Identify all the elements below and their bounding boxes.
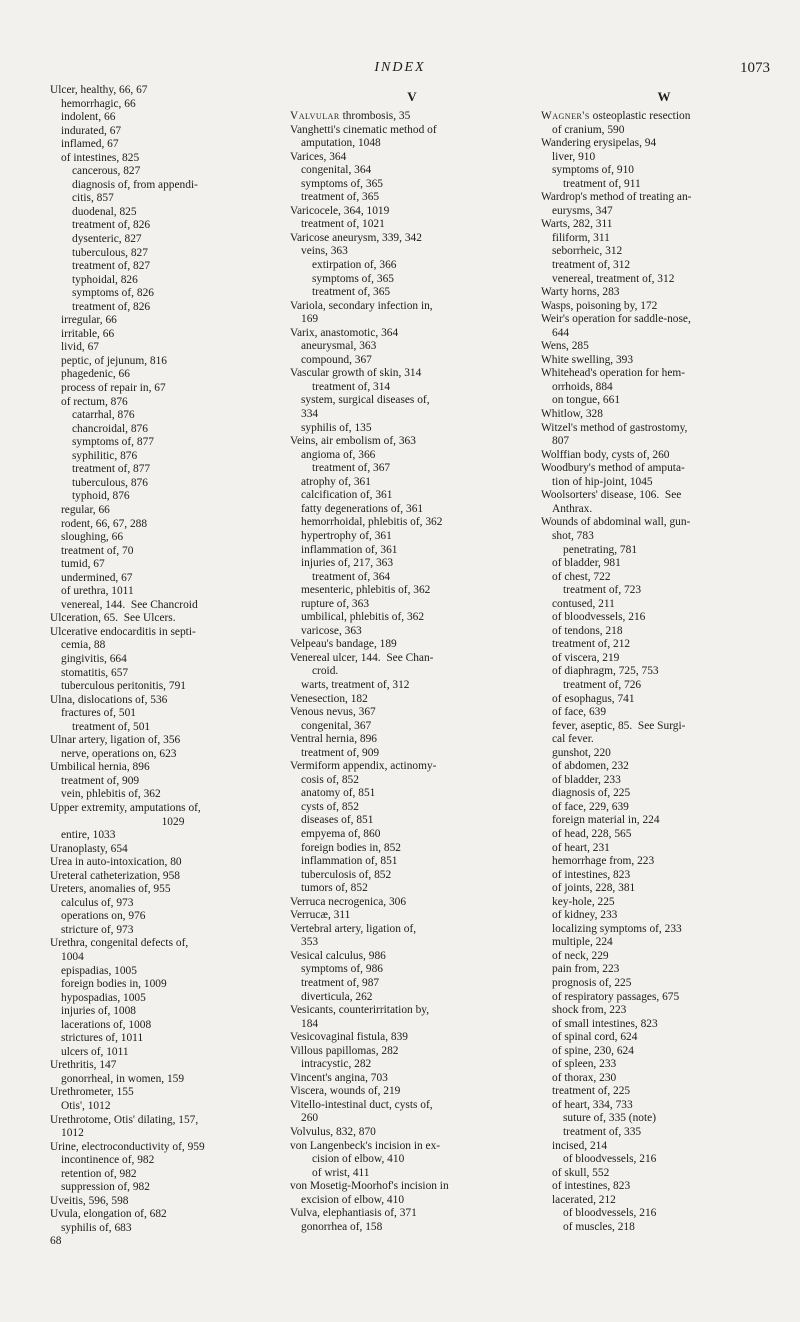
index-subentry: of rectum, 876 [61, 395, 128, 408]
index-subentry: of neck, 229 [552, 949, 609, 962]
index-subentry: gingivitis, 664 [61, 652, 127, 665]
index-subentry: 1029 [161, 815, 185, 828]
index-entry: Veins, air embolism of, 363 [290, 435, 416, 448]
index-subentry: inflammation of, 851 [301, 855, 398, 868]
index-subentry: treatment of, 212 [552, 638, 631, 651]
index-subentry: aneurysmal, 363 [301, 340, 377, 353]
index-subentry: foreign bodies in, 852 [301, 841, 401, 854]
index-entry: Volvulus, 832, 870 [290, 1126, 376, 1139]
index-subentry: inflammation of, 361 [301, 543, 398, 556]
index-entry: Ulcer, healthy, 66, 67 [50, 84, 148, 96]
index-subentry: angioma of, 366 [301, 448, 376, 461]
section-letter: W [657, 89, 671, 104]
index-subentry: shock from, 223 [552, 1004, 627, 1017]
index-subentry: lacerated, 212 [552, 1193, 616, 1206]
index-subentry: diverticula, 262 [301, 990, 373, 1003]
index-entry: Ureters, anomalies of, 955 [50, 883, 171, 896]
index-subentry: treatment of, 987 [301, 977, 380, 989]
index-entry: Uveitis, 596, 598 [50, 1194, 129, 1207]
index-entry: Vermiform appendix, actinomy- [290, 760, 437, 773]
index-subentry: of esophagus, 741 [552, 692, 635, 705]
index-subentry: Anthrax. [552, 502, 593, 515]
index-subentry: of thorax, 230 [552, 1071, 617, 1084]
index-subentry: contused, 211 [552, 597, 615, 610]
index-entry: Vesicovaginal fistula, 839 [290, 1031, 408, 1044]
index-subentry: of viscera, 219 [552, 651, 620, 664]
index-subentry: croid. [312, 665, 339, 678]
index-entry: Upper extremity, amputations of, [50, 801, 201, 814]
index-subentry: of bloodvessels, 216 [563, 1207, 657, 1220]
index-entry: Urine, electroconductivity of, 959 [50, 1140, 205, 1153]
index-entry: Ulceration, 65. See Ulcers. [50, 612, 176, 625]
index-entry: Whitlow, 328 [541, 408, 603, 421]
index-subentry: of kidney, 233 [552, 909, 618, 922]
index-entry: Warty horns, 283 [541, 286, 620, 299]
index-subentry: hemorrhagic, 66 [61, 97, 136, 110]
index-entry: Vulva, elephantiasis of, 371 [290, 1207, 417, 1220]
index-subentry: rodent, 66, 67, 288 [61, 517, 148, 530]
index-subentry: sloughing, 66 [61, 531, 124, 544]
index-subentry: tuberculous, 827 [72, 246, 148, 259]
index-subentry: treatment of, 367 [312, 462, 391, 475]
index-subentry: congenital, 367 [301, 719, 372, 732]
index-subentry: suture of, 335 (note) [563, 1112, 656, 1125]
index-subentry: prognosis of, 225 [552, 977, 632, 989]
index-subentry: typhoidal, 826 [72, 273, 138, 286]
index-subentry: treatment of, 726 [563, 678, 642, 691]
index-subentry: on tongue, 661 [552, 394, 621, 407]
index-entry: Venous nevus, 367 [290, 706, 376, 719]
index-subentry: key-hole, 225 [552, 895, 615, 908]
index-entry: Vertebral artery, ligation of, [290, 922, 417, 935]
index-subentry: hemorrhoidal, phlebitis of, 362 [301, 516, 443, 529]
index-subentry: gonorrheal, in women, 159 [61, 1072, 185, 1085]
index-subentry: treatment of, 911 [563, 177, 641, 190]
index-subentry: of respiratory passages, 675 [552, 990, 680, 1003]
index-subentry: of intestines, 823 [552, 868, 631, 881]
index-subentry: of face, 639 [552, 706, 607, 719]
index-subentry: of wrist, 411 [312, 1166, 370, 1179]
index-subentry: treatment of, 909 [61, 774, 140, 787]
index-subentry: treatment of, 877 [72, 463, 151, 476]
index-entry: Warts, 282, 311 [541, 218, 613, 231]
index-subentry: localizing symptoms of, 233 [552, 922, 682, 935]
index-subentry: livid, 67 [61, 341, 99, 354]
index-subentry: 184 [301, 1017, 319, 1030]
index-subentry: cal fever. [552, 733, 594, 746]
index-subentry: treatment of, 909 [301, 746, 380, 759]
index-subentry: injuries of, 217, 363 [301, 557, 394, 570]
index-subentry: of cranium, 590 [552, 123, 625, 136]
index-entry: Urethritis, 147 [50, 1059, 117, 1072]
index-subentry: filiform, 311 [552, 231, 610, 244]
index-subentry: foreign bodies in, 1009 [61, 978, 167, 991]
index-entry: Varix, anastomotic, 364 [290, 326, 399, 339]
index-subentry: ulcers of, 1011 [61, 1045, 129, 1058]
index-subentry: veins, 363 [301, 245, 348, 258]
index-subentry: pain from, 223 [552, 963, 620, 976]
index-subentry: vein, phlebitis of, 362 [61, 788, 161, 801]
index-subentry: strictures of, 1011 [61, 1032, 144, 1045]
index-entry: Witzel's method of gastrostomy, [541, 421, 688, 434]
index-subentry: treatment of, 501 [72, 720, 151, 733]
index-subentry: 1012 [61, 1127, 84, 1140]
page-header [0, 0, 800, 80]
index-subentry: of diaphragm, 725, 753 [552, 665, 659, 678]
index-subentry: treatment of, 365 [301, 191, 380, 204]
index-subentry: hypertrophy of, 361 [301, 529, 392, 542]
index-subentry: 169 [301, 313, 319, 326]
index-subentry: penetrating, 781 [563, 543, 638, 556]
index-subentry: incontinence of, 982 [61, 1154, 155, 1167]
index-subentry: tuberculous peritonitis, 791 [61, 680, 186, 693]
index-entry: Uvula, elongation of, 682 [50, 1208, 167, 1221]
index-entry: Varicocele, 364, 1019 [290, 204, 390, 217]
index-subentry: of joints, 228, 381 [552, 882, 636, 895]
index-subentry: cemia, 88 [61, 639, 106, 652]
index-entry: Weir's operation for saddle-nose, [541, 313, 691, 326]
index-subentry: retention of, 982 [61, 1167, 137, 1180]
index-subentry: 353 [301, 936, 319, 949]
index-entry: Vitello-intestinal duct, cysts of, [290, 1098, 433, 1111]
index-subentry: fever, aseptic, 85. See Surgi- [552, 719, 686, 732]
index-subentry: of tendons, 218 [552, 624, 623, 637]
index-subentry: hypospadias, 1005 [61, 991, 146, 1004]
index-entry: Whitehead's operation for hem- [541, 367, 686, 380]
index-subentry: seborrheic, 312 [552, 245, 623, 258]
index-subentry: lacerations of, 1008 [61, 1018, 152, 1031]
index-subentry: of spine, 230, 624 [552, 1044, 634, 1057]
index-subentry: of chest, 722 [552, 570, 611, 583]
index-entry: Ulnar artery, ligation of, 356 [50, 734, 181, 747]
index-subentry: tuberculous, 876 [72, 476, 148, 489]
index-entry: Vincent's angina, 703 [290, 1071, 388, 1084]
index-subentry: varicose, 363 [301, 624, 362, 637]
index-entry: Ureteral catheterization, 958 [50, 869, 180, 882]
index-entry: Uranoplasty, 654 [50, 842, 128, 855]
index-subentry: orrhoids, 884 [552, 380, 613, 393]
index-subentry: cision of elbow, 410 [312, 1153, 405, 1166]
index-subentry: undermined, 67 [61, 571, 133, 584]
index-subentry: amputation, 1048 [301, 137, 381, 150]
index-subentry: treatment of, 826 [72, 219, 151, 232]
index-entry: Ulna, dislocations of, 536 [50, 693, 168, 706]
index-subentry: typhoid, 876 [72, 490, 130, 503]
index-subentry: of spleen, 233 [552, 1058, 617, 1071]
index-entry: Vascular growth of skin, 314 [290, 367, 422, 380]
index-subentry: treatment of, 827 [72, 260, 151, 273]
index-subentry: 260 [301, 1112, 319, 1125]
index-subentry: indolent, 66 [61, 111, 116, 124]
index-entry: Wounds of abdominal wall, gun- [541, 516, 691, 529]
index-subentry: stomatitis, 657 [61, 666, 129, 679]
index-subentry: system, surgical diseases of, [301, 394, 430, 407]
index-entry: Woodbury's method of amputa- [541, 462, 685, 475]
index-subentry: suppression of, 982 [61, 1181, 150, 1194]
index-subentry: compound, 367 [301, 353, 372, 366]
index-subentry: irregular, 66 [61, 314, 117, 327]
index-entry: Vesicants, counterirritation by, [290, 1004, 430, 1017]
index-subentry: of spinal cord, 624 [552, 1031, 638, 1044]
index-subentry: rupture of, 363 [301, 597, 370, 610]
section-letter: V [407, 89, 417, 104]
index-subentry: of face, 229, 639 [552, 800, 629, 813]
index-subentry: operations on, 976 [61, 910, 146, 923]
index-entry: Wolffian body, cysts of, 260 [541, 448, 670, 461]
index-subentry: treatment of, 70 [61, 544, 134, 557]
index-entry: 68 [50, 1235, 62, 1248]
index-subentry: treatment of, 335 [563, 1126, 642, 1139]
index-subentry: citis, 857 [72, 192, 114, 205]
index-entry: Villous papillomas, 282 [290, 1044, 399, 1057]
index-subentry: multiple, 224 [552, 936, 613, 949]
index-subentry: anatomy of, 851 [301, 787, 376, 800]
index-entry: Urethrometer, 155 [50, 1086, 134, 1099]
index-subentry: excision of elbow, 410 [301, 1193, 405, 1206]
index-subentry: entire, 1033 [61, 829, 116, 842]
index-subentry: peptic, of jejunum, 816 [61, 354, 167, 367]
index-subentry: symptoms of, 910 [552, 164, 634, 177]
index-subentry: of bladder, 981 [552, 557, 621, 570]
index-column-u [50, 84, 296, 1309]
index-entry: von Mosetig-Moorhof's incision in [290, 1180, 449, 1193]
index-entry: Vesical calculus, 986 [290, 949, 386, 962]
index-entry: White swelling, 393 [541, 353, 634, 366]
index-subentry: foreign material in, 224 [552, 814, 660, 827]
index-entry: Urethrotome, Otis' dilating, 157, [50, 1113, 199, 1126]
index-subentry: 1004 [61, 951, 84, 963]
index-entry: Urethra, congenital defects of, [50, 937, 189, 950]
index-entry: Wasps, poisoning by, 172 [541, 299, 658, 312]
index-subentry: of abdomen, 232 [552, 760, 629, 773]
index-subentry: of intestines, 823 [552, 1180, 631, 1193]
index-subentry: diagnosis of, from appendi- [72, 178, 198, 191]
index-subentry: tumid, 67 [61, 558, 105, 571]
index-subentry: of bladder, 233 [552, 773, 621, 786]
index-subentry: eurysms, 347 [552, 204, 613, 217]
index-subentry: tion of hip-joint, 1045 [552, 475, 653, 488]
index-subentry: cancerous, 827 [72, 165, 141, 178]
index-subentry: venereal, 144. See Chancroid [61, 598, 198, 611]
index-entry: Varicose aneurysm, 339, 342 [290, 231, 422, 244]
index-subentry: symptoms of, 986 [301, 963, 383, 976]
index-subentry: of muscles, 218 [563, 1220, 635, 1233]
index-subentry: diseases of, 851 [301, 814, 374, 827]
index-subentry: extirpation of, 366 [312, 259, 397, 272]
index-entry: Umbilical hernia, 896 [50, 761, 150, 774]
index-subentry: irritable, 66 [61, 327, 115, 340]
index-subentry: calcification of, 361 [301, 489, 393, 502]
index-subentry: phagedenic, 66 [61, 368, 130, 381]
index-subentry: dysenteric, 827 [72, 233, 142, 246]
index-subentry: syphilis of, 683 [61, 1221, 132, 1234]
index-subentry: of intestines, 825 [61, 151, 140, 164]
index-subentry: of bloodvessels, 216 [563, 1153, 657, 1166]
index-subentry: hemorrhage from, 223 [552, 855, 655, 868]
index-subentry: cosis of, 852 [301, 773, 359, 786]
index-entry: Venereal ulcer, 144. See Chan- [290, 651, 434, 664]
index-subentry: symptoms of, 877 [72, 436, 154, 449]
index-entry: Verrucæ, 311 [290, 909, 351, 922]
index-entry: Wagner's osteoplastic resection [541, 110, 691, 122]
index-subentry: fractures of, 501 [61, 707, 136, 720]
index-subentry: nerve, operations on, 623 [61, 747, 177, 760]
index-subentry: of bloodvessels, 216 [552, 611, 646, 624]
index-subentry: symptoms of, 826 [72, 287, 154, 300]
index-entry: Viscera, wounds of, 219 [290, 1085, 401, 1098]
index-entry: Valvular thrombosis, 35 [290, 110, 411, 122]
index-subentry: of head, 228, 565 [552, 827, 632, 840]
index-subentry: liver, 910 [552, 150, 596, 163]
index-subentry: Otis', 1012 [61, 1100, 111, 1113]
index-subentry: process of repair in, 67 [61, 382, 166, 395]
index-subentry: treatment of, 365 [312, 286, 391, 299]
index-subentry: treatment of, 314 [312, 380, 391, 393]
index-subentry: diagnosis of, 225 [552, 787, 631, 800]
index-subentry: venereal, treatment of, 312 [552, 272, 675, 285]
index-subentry: chancroidal, 876 [72, 422, 148, 435]
index-subentry: cysts of, 852 [301, 800, 359, 813]
index-subentry: syphilitic, 876 [72, 449, 138, 462]
index-entry: Variola, secondary infection in, [290, 299, 433, 312]
index-subentry: treatment of, 1021 [301, 218, 385, 231]
index-subentry: umbilical, phlebitis of, 362 [301, 611, 425, 624]
index-subentry: atrophy of, 361 [301, 475, 371, 488]
index-subentry: empyema of, 860 [301, 827, 381, 840]
index-subentry: of small intestines, 823 [552, 1017, 658, 1030]
index-subentry: intracystic, 282 [301, 1058, 372, 1071]
index-entry: Ulcerative endocarditis in septi- [50, 625, 196, 638]
index-entry: Venesection, 182 [290, 692, 368, 705]
index-subentry: fatty degenerations of, 361 [301, 502, 424, 515]
index-column-v [290, 84, 534, 1309]
index-subentry: treatment of, 312 [552, 259, 631, 272]
index-subentry: indurated, 67 [61, 124, 122, 137]
index-subentry: stricture of, 973 [61, 923, 134, 936]
index-entry: Woolsorters' disease, 106. See [541, 489, 682, 502]
index-subentry: calculus of, 973 [61, 896, 134, 909]
index-subentry: symptoms of, 365 [312, 272, 394, 285]
page-number: 1073 [740, 60, 770, 76]
index-subentry: mesenteric, phlebitis of, 362 [301, 584, 431, 597]
index-subentry: treatment of, 225 [552, 1085, 631, 1098]
index-entry: Ventral hernia, 896 [290, 733, 377, 746]
index-subentry: injuries of, 1008 [61, 1005, 136, 1018]
index-subentry: 334 [301, 408, 319, 421]
index-subentry: tumors of, 852 [301, 882, 368, 895]
index-subentry: symptoms of, 365 [301, 177, 383, 190]
index-subentry: treatment of, 723 [563, 584, 642, 597]
index-subentry: congenital, 364 [301, 164, 372, 177]
index-subentry: warts, treatment of, 312 [301, 678, 410, 691]
index-entry: Wardrop's method of treating an- [541, 191, 692, 204]
index-subentry: syphilis of, 135 [301, 421, 372, 434]
index-entry: Urea in auto-intoxication, 80 [50, 856, 182, 869]
index-subentry: of skull, 552 [552, 1166, 610, 1179]
index-column-w [541, 84, 787, 1309]
index-subentry: incised, 214 [552, 1139, 608, 1152]
index-entry: Wens, 285 [541, 340, 589, 353]
index-entry: Varices, 364 [290, 150, 347, 163]
index-entry: Wandering erysipelas, 94 [541, 137, 657, 150]
index-subentry: epispadias, 1005 [61, 964, 137, 977]
index-subentry: duodenal, 825 [72, 205, 137, 218]
index-subentry: inflamed, 67 [61, 138, 119, 151]
index-subentry: tuberculosis of, 852 [301, 868, 392, 881]
index-subentry: 644 [552, 326, 570, 339]
index-subentry: of heart, 231 [552, 841, 610, 854]
index-subentry: shot, 783 [552, 529, 594, 542]
index-subentry: gonorrhea of, 158 [301, 1220, 383, 1233]
index-subentry: treatment of, 364 [312, 570, 391, 583]
index-entry: von Langenbeck's incision in ex- [290, 1139, 441, 1152]
index-subentry: of heart, 334, 733 [552, 1098, 633, 1111]
index-subentry: regular, 66 [61, 503, 110, 516]
index-entry: Verruca necrogenica, 306 [290, 895, 407, 908]
index-subentry: of urethra, 1011 [61, 585, 134, 598]
index-entry: Vanghetti's cinematic method of [290, 123, 437, 136]
index-subentry: treatment of, 826 [72, 300, 151, 313]
index-subentry: catarrhal, 876 [72, 409, 135, 422]
index-subentry: gunshot, 220 [552, 746, 611, 759]
index-entry: Velpeau's bandage, 189 [290, 638, 397, 651]
running-title: INDEX [374, 60, 426, 75]
index-subentry: 807 [552, 435, 570, 448]
